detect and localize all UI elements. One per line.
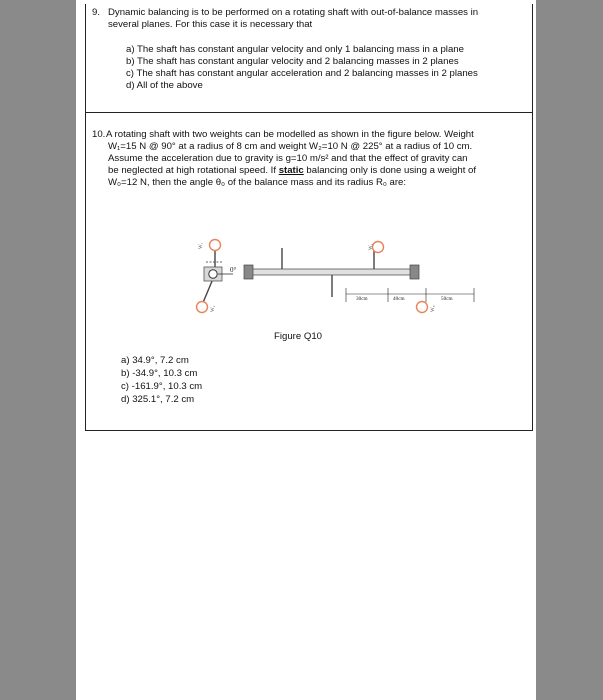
question-9-option-d: d) All of the above — [126, 80, 203, 91]
shaft-figure — [186, 232, 453, 324]
question-9-box — [85, 4, 533, 113]
question-10-line-4-post: balancing only is done using a weight of — [303, 165, 477, 176]
question-10-line-4 — [108, 165, 476, 177]
right-bearing — [410, 265, 419, 279]
document-page — [76, 0, 536, 700]
w0-side-label: W₀ — [431, 305, 436, 312]
question-9-option-c: c) The shaft has constant angular acceleration and 2 balancing masses in 2 planes — [126, 68, 478, 79]
question-9-stem-line-2: several planes. For this case it is necessary that — [108, 19, 313, 30]
w1-side-weight — [373, 242, 384, 253]
question-10-answer-a: a) 34.9°, 7.2 cm — [121, 355, 189, 366]
w2-label: W₂ — [211, 305, 216, 312]
question-10-line-2: W₁=15 N @ 90° at a radius of 8 cm and weight W₂=10 N @ 225° at a radius of 10 cm. — [108, 141, 473, 152]
question-10-line-3: Assume the acceleration due to gravity is g=10 m/s² and that the effect of gravity can — [108, 153, 468, 164]
w2-side-weight — [417, 302, 428, 313]
static-keyword: static — [278, 165, 304, 176]
question-10-answer-c: c) -161.9°, 10.3 cm — [121, 381, 203, 392]
w1-label: W₁ — [199, 242, 204, 249]
question-9-number: 9. — [92, 7, 101, 18]
question-9-option-a: a) The shaft has constant angular velocity and only 1 balancing mass in a plane — [126, 44, 464, 55]
question-10-line-4-pre: be neglected at high rotational speed. If — [108, 165, 279, 176]
dim-label-40cm: 40cm — [393, 296, 405, 302]
question-10-line-5: W₀=12 N, then the angle θ₀ of the balance mass and its radius R₀ are: — [108, 177, 407, 188]
side-view-shaft — [251, 269, 411, 275]
w1-side-label: W₁ — [369, 243, 374, 250]
dim-label-30cm: 30cm — [356, 296, 368, 302]
question-9-option-b: b) The shaft has constant angular velocity and 2 balancing masses in 2 planes — [126, 56, 459, 67]
left-bearing — [244, 265, 253, 279]
dim-label-50cm: 50cm — [441, 296, 453, 302]
question-10-answer-d: d) 325.1°, 7.2 cm — [121, 394, 195, 405]
w1-weight-circle — [210, 240, 221, 251]
end-view-hub — [209, 270, 217, 278]
zero-angle-label: 0° — [230, 266, 237, 274]
question-10-line-1: A rotating shaft with two weights can be modelled as shown in the figure below. Weight — [106, 129, 474, 140]
question-9-stem-line-1: Dynamic balancing is to be performed on a rotating shaft with out-of-balance masses in — [108, 7, 479, 18]
figure-caption: Figure Q10 — [274, 331, 322, 342]
w2-weight-circle — [197, 302, 208, 313]
question-10-answer-b: b) -34.9°, 10.3 cm — [121, 368, 198, 379]
question-10-number: 10. — [92, 129, 106, 140]
